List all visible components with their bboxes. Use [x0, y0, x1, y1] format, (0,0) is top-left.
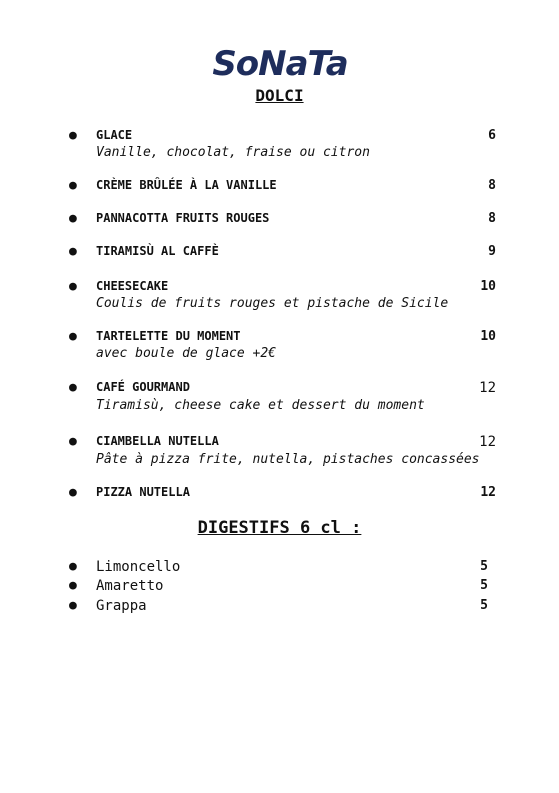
bullet-icon: ● — [69, 559, 77, 574]
item-price: 10 — [480, 329, 496, 344]
item-price: 5 — [480, 559, 488, 574]
digestifs-title: DIGESTIFS 6 cl : — [197, 518, 362, 538]
item-name: CRÈME BRÛLÉE À LA VANILLE — [96, 178, 277, 192]
item-name: TIRAMISÙ AL CAFFÈ — [96, 244, 219, 258]
item-description: avec boule de glace +2€ — [96, 346, 277, 361]
item-price: 5 — [480, 598, 488, 613]
item-name: PANNACOTTA FRUITS ROUGES — [96, 211, 270, 225]
logo-wordmark: SoNaTa — [212, 44, 348, 84]
item-name: GLACE — [96, 128, 133, 142]
bullet-icon: ● — [69, 128, 77, 143]
item-name: PIZZA NUTELLA — [96, 485, 190, 499]
bullet-icon: ● — [69, 598, 77, 613]
item-price: 12 — [479, 434, 496, 450]
item-name: Amaretto — [96, 578, 164, 594]
bullet-icon: ● — [69, 434, 77, 449]
item-price: 9 — [488, 244, 496, 259]
item-price: 12 — [480, 485, 496, 500]
item-name: TARTELETTE DU MOMENT — [96, 329, 241, 343]
bullet-icon: ● — [69, 578, 77, 593]
item-price: 10 — [480, 279, 496, 294]
item-name: CAFÉ GOURMAND — [96, 380, 190, 394]
item-description: Pâte à pizza frite, nutella, pistaches concassées — [96, 452, 480, 467]
dolci-title: DOLCI — [255, 86, 304, 105]
bullet-icon: ● — [69, 244, 77, 259]
item-price: 8 — [488, 178, 496, 193]
bullet-icon: ● — [69, 178, 77, 193]
item-description: Vanille, chocolat, fraise ou citron — [96, 145, 370, 160]
item-description: Tiramisù, cheese cake et dessert du moment — [96, 398, 425, 413]
bullet-icon: ● — [69, 380, 77, 395]
bullet-icon: ● — [69, 329, 77, 344]
item-price: 8 — [488, 211, 496, 226]
item-price: 6 — [488, 128, 496, 143]
bullet-icon: ● — [69, 211, 77, 226]
item-name: CHEESECAKE — [96, 279, 169, 293]
item-description: Coulis de fruits rouges et pistache de Sicile — [96, 296, 449, 311]
item-price: 5 — [480, 578, 488, 593]
bullet-icon: ● — [69, 485, 77, 500]
item-name: CIAMBELLA NUTELLA — [96, 434, 219, 448]
sonata-logo — [205, 44, 355, 84]
item-name: Limoncello — [96, 559, 181, 575]
item-name: Grappa — [96, 598, 147, 614]
bullet-icon: ● — [69, 279, 77, 294]
item-price: 12 — [479, 380, 496, 396]
